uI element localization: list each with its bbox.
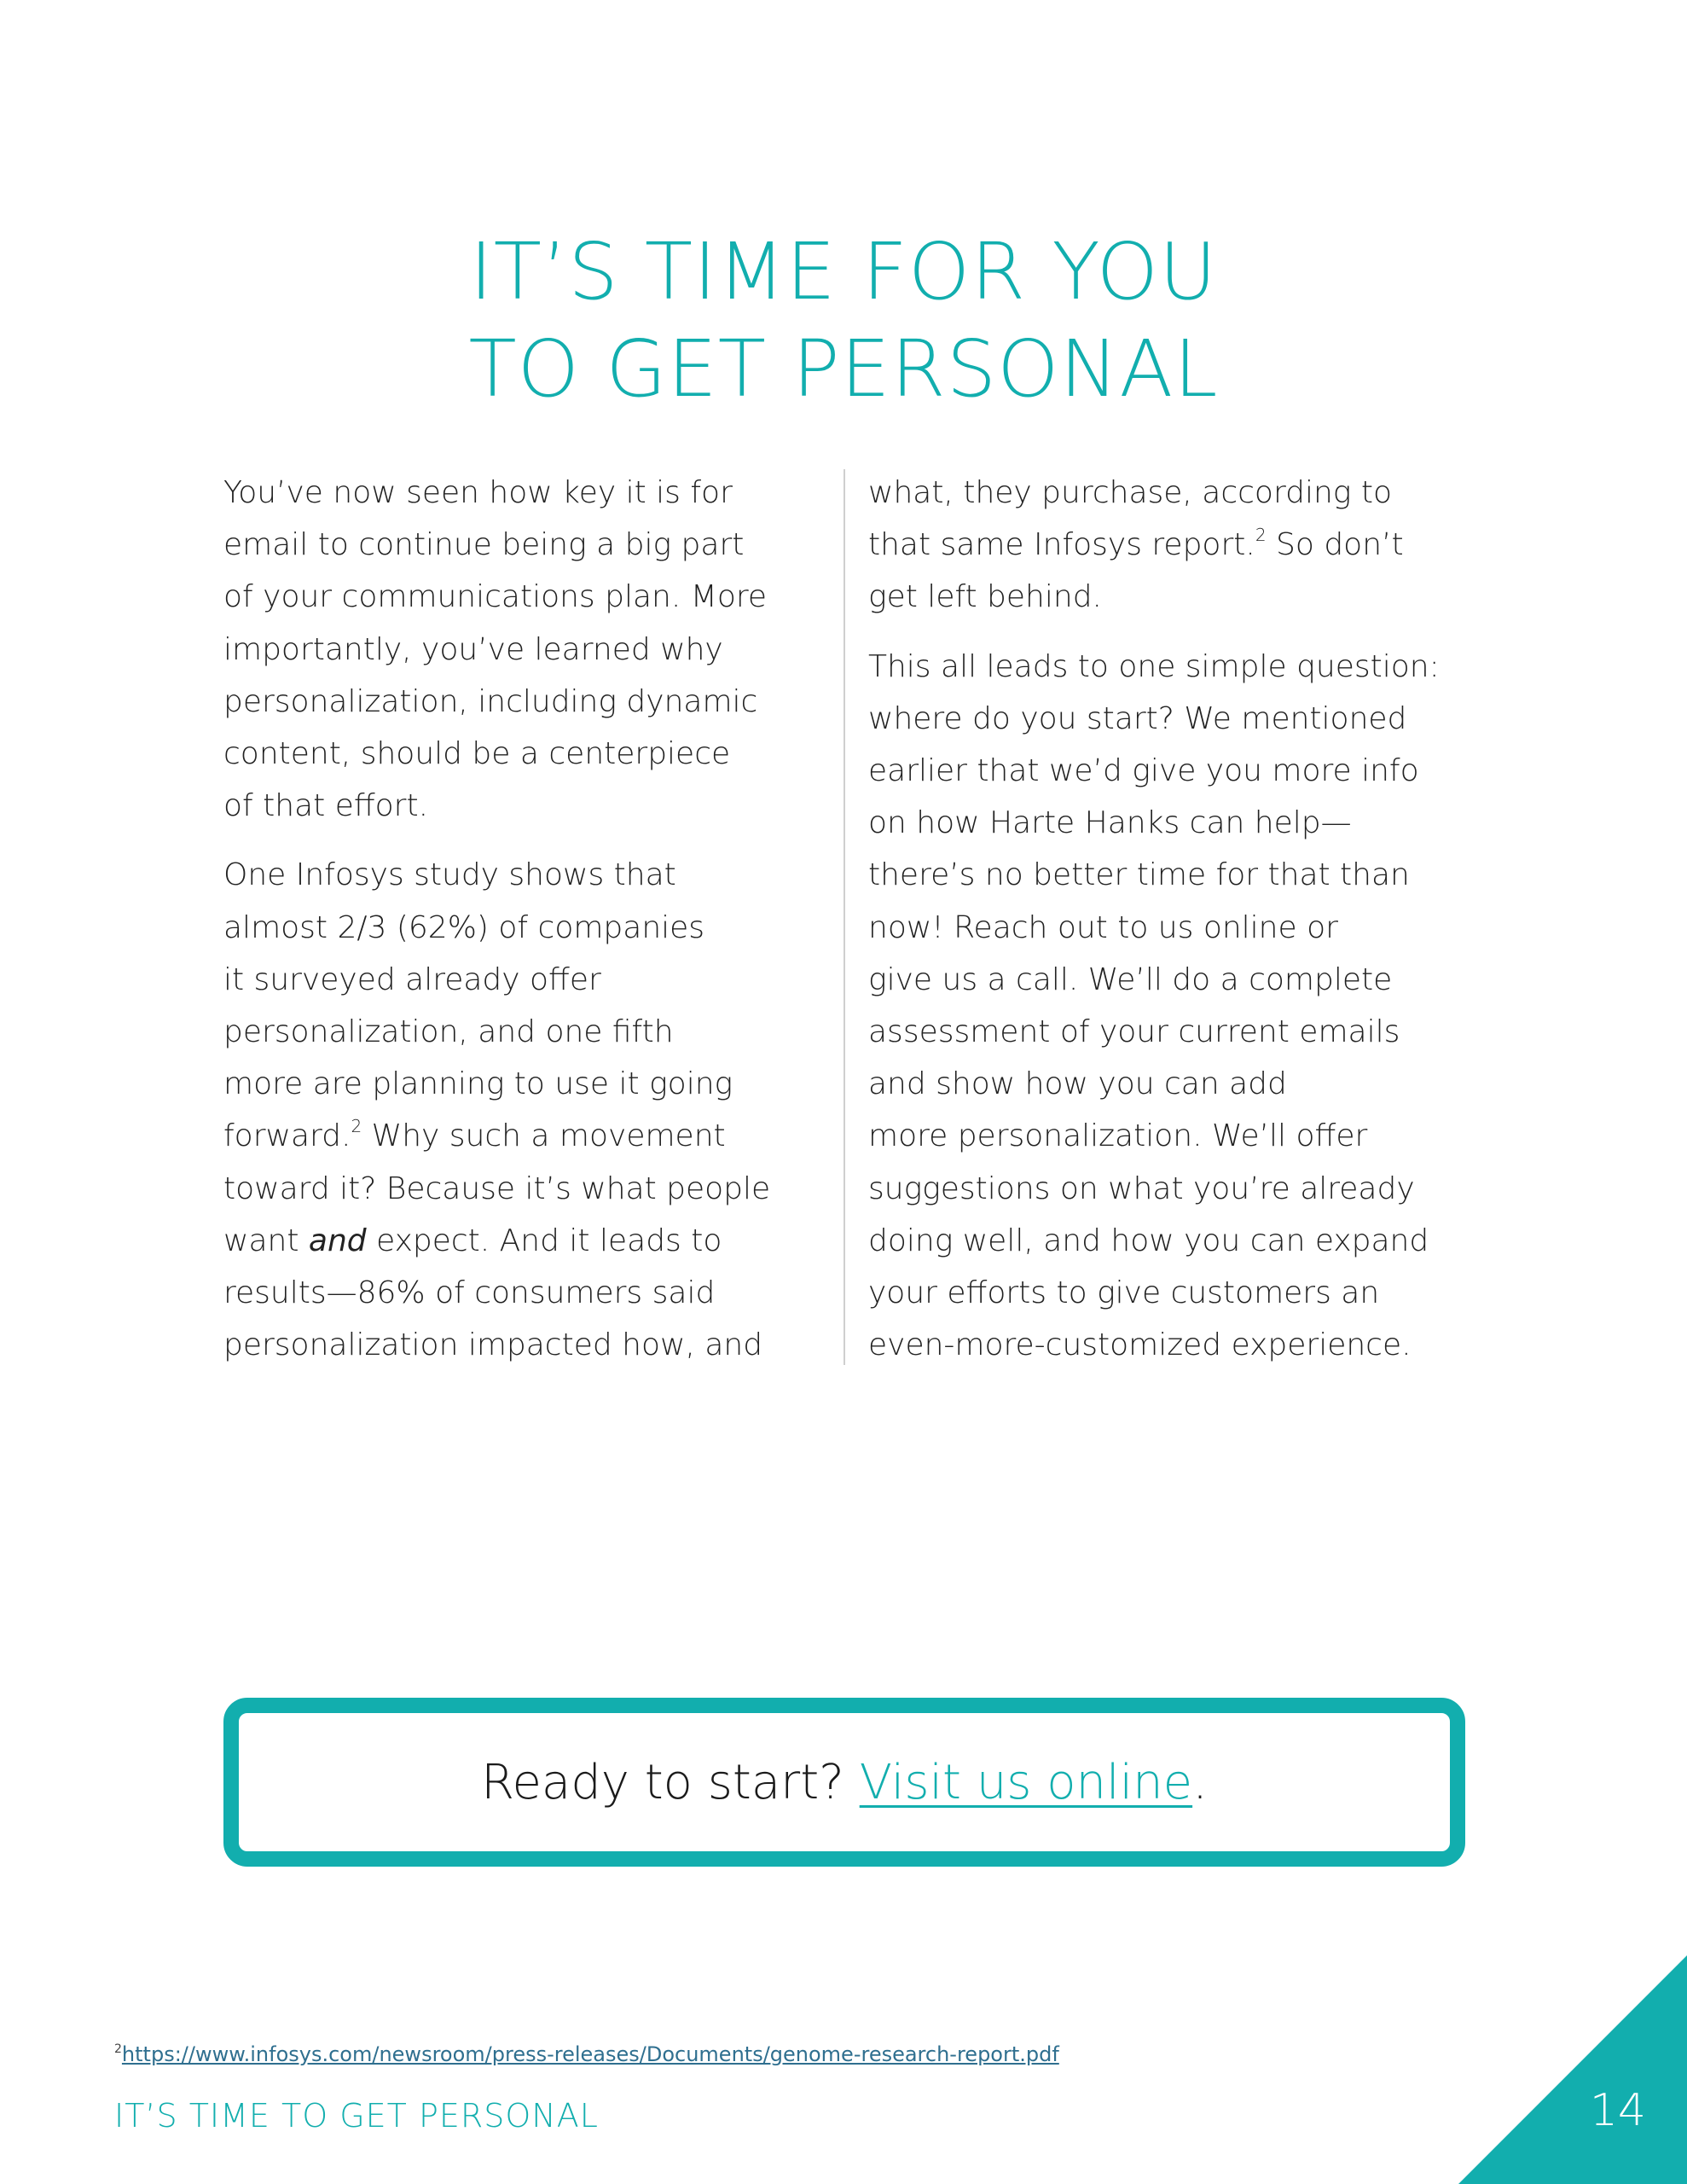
text-fragment: want bbox=[223, 1223, 309, 1258]
footnote-link[interactable]: https://www.infosys.com/newsroom/press-releases/Documents/genome-research-report.pdf bbox=[121, 2042, 1059, 2066]
cta-text bbox=[481, 1755, 1208, 1810]
right-column bbox=[868, 467, 1499, 1388]
text-line: your efforts to give customers an bbox=[868, 1275, 1380, 1311]
text-line: even-more-customized experience. bbox=[868, 1327, 1412, 1363]
footnote-marker: 2 bbox=[114, 2042, 122, 2056]
text-line: earlier that we’d give you more info bbox=[868, 753, 1419, 789]
text-line: on how Harte Hanks can help— bbox=[868, 805, 1352, 841]
footnote-reference: 2 bbox=[351, 1116, 362, 1137]
text-line: it surveyed already offer bbox=[223, 961, 601, 997]
text-line: of your communications plan. More bbox=[223, 579, 767, 615]
text-line: personalization, including dynamic bbox=[223, 683, 758, 719]
text-line: and show how you can add bbox=[868, 1066, 1287, 1102]
text-fragment: forward. bbox=[223, 1118, 351, 1154]
text-line: where do you start? We mentioned bbox=[868, 700, 1407, 736]
text-line: This all leads to one simple question: bbox=[868, 648, 1440, 684]
footnote bbox=[114, 2042, 1059, 2066]
left-column bbox=[223, 467, 820, 1388]
page-title-line-2: TO GET PERSONAL bbox=[468, 323, 1219, 415]
footer-title: IT’S TIME TO GET PERSONAL bbox=[114, 2097, 599, 2135]
left-paragraph-2 bbox=[223, 849, 820, 1371]
text-line bbox=[223, 1215, 820, 1267]
text-line: results—86% of consumers said bbox=[223, 1275, 716, 1311]
text-line: what, they purchase, according to bbox=[868, 475, 1392, 510]
text-fragment: expect. And it leads to bbox=[366, 1223, 722, 1258]
page-number: 14 bbox=[1589, 2085, 1646, 2136]
text-line: give us a call. We’ll do a complete bbox=[868, 961, 1393, 997]
text-line: content, should be a centerpiece bbox=[223, 736, 731, 772]
text-line: personalization, and one fifth bbox=[223, 1014, 674, 1050]
text-line: doing well, and how you can expand bbox=[868, 1223, 1429, 1258]
text-line: almost 2/3 (62%) of companies bbox=[223, 909, 705, 945]
text-line: more are planning to use it going bbox=[223, 1066, 733, 1102]
text-line: now! Reach out to us online or bbox=[868, 909, 1338, 945]
text-line: suggestions on what you’re already bbox=[868, 1170, 1415, 1206]
footnote-reference: 2 bbox=[1255, 525, 1267, 546]
text-fragment: Why such a movement bbox=[362, 1118, 726, 1154]
text-line: toward it? Because it’s what people bbox=[223, 1170, 771, 1206]
column-divider bbox=[844, 469, 845, 1365]
visit-us-online-link[interactable]: Visit us online bbox=[859, 1754, 1193, 1810]
text-line: email to continue being a big part bbox=[223, 527, 745, 563]
text-line bbox=[868, 519, 1499, 571]
text-line: more personalization. We’ll offer bbox=[868, 1118, 1368, 1154]
corner-triangle bbox=[1458, 1955, 1687, 2184]
right-paragraph-2 bbox=[868, 641, 1499, 1372]
text-line: there’s no better time for that than bbox=[868, 857, 1410, 893]
cta-suffix: . bbox=[1192, 1754, 1208, 1810]
text-line: You’ve now seen how key it is for bbox=[223, 475, 733, 510]
text-line: One Infosys study shows that bbox=[223, 857, 676, 893]
cta-box bbox=[223, 1698, 1465, 1867]
text-line bbox=[223, 1110, 820, 1162]
text-fragment: So don’t bbox=[1266, 527, 1404, 563]
cta-prefix: Ready to start? bbox=[481, 1754, 860, 1810]
left-paragraph-1 bbox=[223, 467, 820, 832]
text-line: personalization impacted how, and bbox=[223, 1327, 763, 1363]
page-title bbox=[0, 224, 1687, 418]
emphasis-text: and bbox=[308, 1223, 367, 1258]
text-line: get left behind. bbox=[868, 579, 1102, 615]
text-line: assessment of your current emails bbox=[868, 1014, 1400, 1050]
text-line: of that effort. bbox=[223, 788, 429, 824]
right-paragraph-1 bbox=[868, 467, 1499, 624]
page-title-line-1: IT’S TIME FOR YOU bbox=[469, 226, 1218, 317]
text-fragment: that same Infosys report. bbox=[868, 527, 1255, 563]
text-line: importantly, you’ve learned why bbox=[223, 631, 723, 667]
